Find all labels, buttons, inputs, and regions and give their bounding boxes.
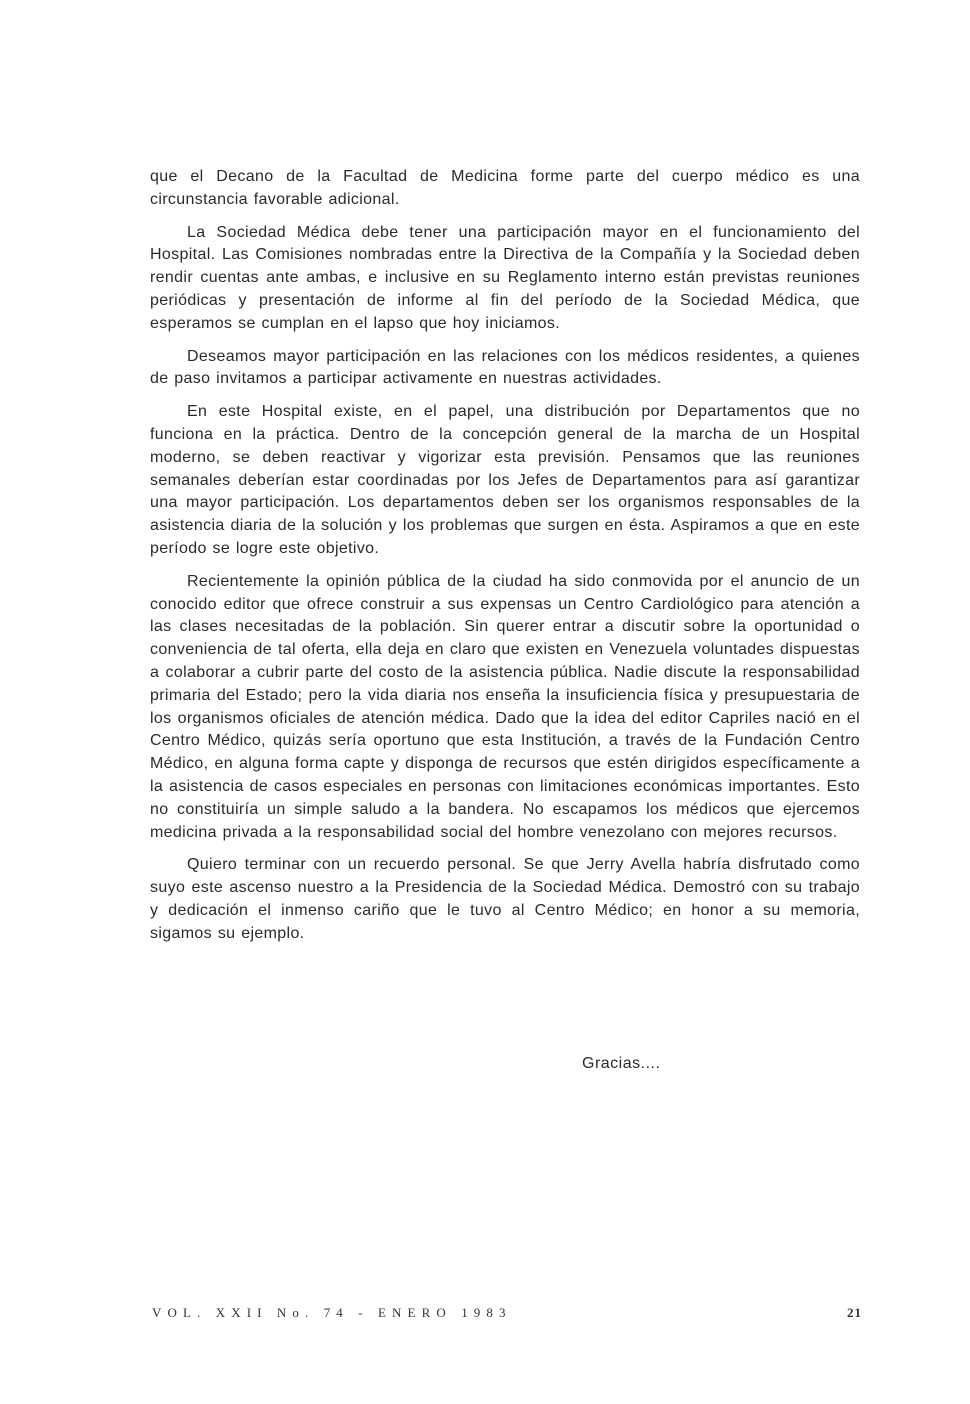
journal-issue-label: VOL. XXII No. 74 - ENERO 1983 xyxy=(152,1305,512,1320)
paragraph-medicos-residentes: Deseamos mayor participación en las relaciones con los médicos residentes, a quienes de paso invitamos a participar activamente en nuestras actividades. xyxy=(150,347,860,388)
paragraph-centro-cardiologico: Recientemente la opinión pública de la ciudad ha sido conmovida por el anuncio de un conocido editor que ofrece construir a sus expensas un Centro Cardiológico para atención a las clases necesitadas de la población. Sin querer entrar a discutir sobre la oportunidad o conveniencia de tal oferta, ella deja en claro que existen en Venezuela voluntades dispuestas a colaborar a cubrir parte del costo de la asistencia pública. Nadie discute la responsabilidad primaria del Estado; pero la vida diaria nos enseña la insuficiencia física y presupuestaria de los organismos oficiales de atención médica. Dado que la idea del editor Capriles nació en el Centro Médico, quizás sería oportuno que esta Institución, a través de la Fundación Centro Médico, en alguna forma capte y disponga de recursos que estén dirigidos específicamente a la asistencia de casos especiales en personas con limitaciones económicas importantes. Esto no constituiría un simple saludo a la bandera. No escapamos los médicos que ejercemos medicina privada a la responsabilidad social del hombre venezolano con mejores recursos. xyxy=(150,572,860,841)
page-number: 21 xyxy=(847,1305,862,1320)
article-body xyxy=(150,166,860,946)
paragraph-continuation: que el Decano de la Facultad de Medicina forme parte del cuerpo médico es una circunstancia favorable adicional. xyxy=(150,168,860,208)
paragraph-recuerdo-personal: Quiero terminar con un recuerdo personal. Se que Jerry Avella habría disfrutado como suyo este ascenso nuestro a la Presidencia de la Sociedad Médica. Demostró con su trabajo y dedicación el inmenso cariño que le tuvo al Centro Médico; en honor a su memoria, sigamos su ejemplo. xyxy=(150,856,860,942)
closing-remark: Gracias.... xyxy=(582,1055,661,1072)
paragraph-sociedad-medica: La Sociedad Médica debe tener una participación mayor en el funcionamiento del Hospital. Las Comisiones nombradas entre la Directiva de la Compañía y la Sociedad deben rendir cuentas ante ambas, e inclusive en su Reglamento interno están previstas reuniones periódicas y presentación de informe al fin del período de la Sociedad Médica, que esperamos se cumplan en el lapso que hoy iniciamos. xyxy=(150,223,860,332)
paragraph-departamentos: En este Hospital existe, en el papel, una distribución por Departamentos que no funciona en la práctica. Dentro de la concepción general de la marcha de un Hospital moderno, se deben reactivar y vigorizar esta previsión. Pensamos que las reuniones semanales deberían estar coordinadas por los Jefes de Departamentos para así garantizar una mayor participación. Los departamentos deben ser los organismos responsables de la asistencia diaria de la solución y los problemas que surgen en ésta. Aspiramos a que en este período se logre este objetivo. xyxy=(150,403,860,557)
